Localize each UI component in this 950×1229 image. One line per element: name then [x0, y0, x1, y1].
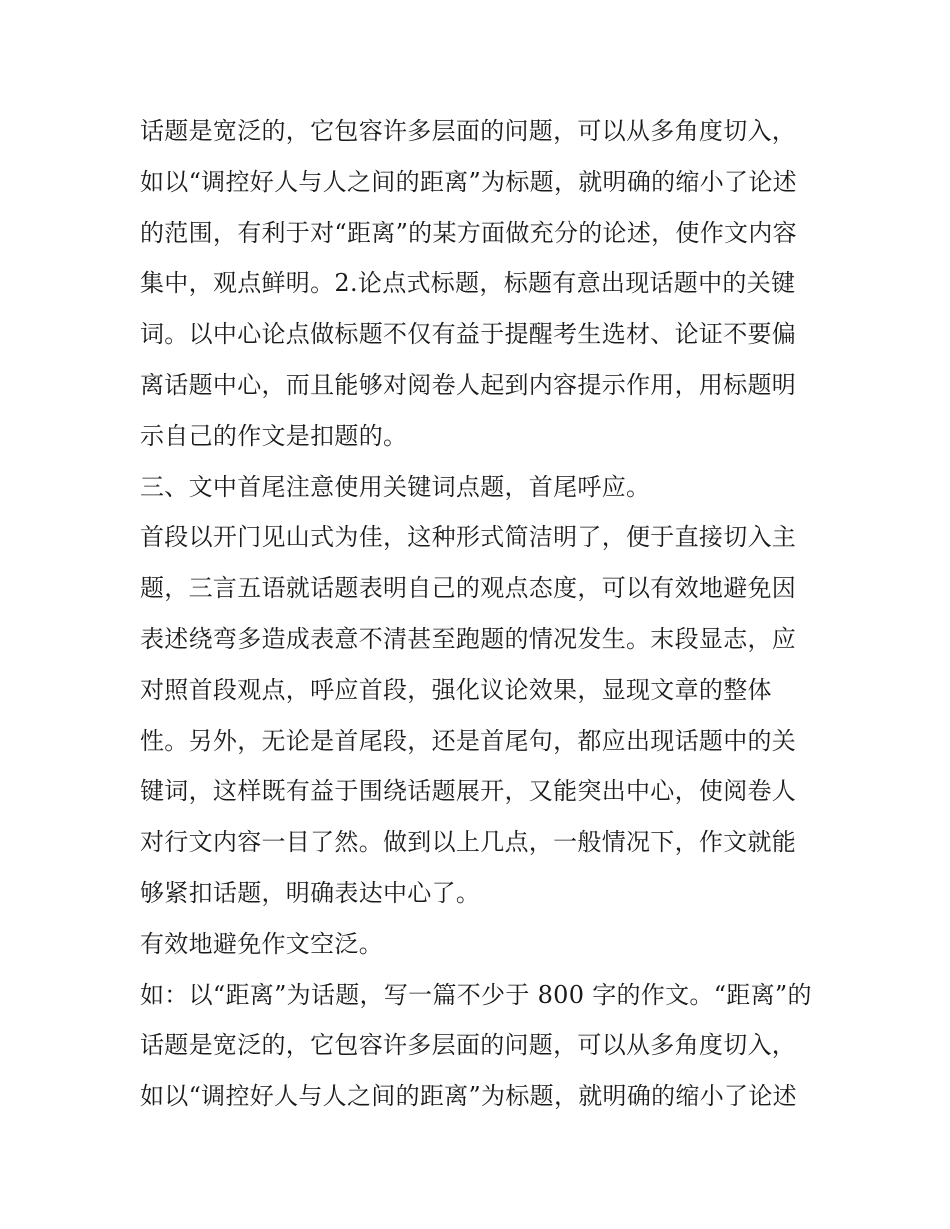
text-line-15: 对行文内容一目了然。做到以上几点，一般情况下，作文就能 — [140, 828, 797, 857]
text-line-7: 示自己的作文是扣题的。 — [140, 421, 408, 450]
text-line-11: 表述绕弯多造成表意不清甚至跑题的情况发生。末段显志，应 — [140, 624, 797, 653]
text-line-5: 词。以中心论点做标题不仅有益于提醒考生选材、论证不要偏 — [140, 320, 797, 349]
section-heading-3: 三、文中首尾注意使用关键词点题，首尾呼应。 — [140, 472, 651, 501]
text-line-17: 有效地避免作文空泛。 — [140, 929, 383, 958]
document-body — [140, 106, 820, 1122]
text-line-20: 如以“调控好人与人之间的距离”为标题，就明确的缩小了论述 — [140, 1082, 797, 1111]
text-line-3: 的范围，有利于对“距离”的某方面做充分的论述，使作文内容 — [140, 218, 797, 247]
text-line-2: 如以“调控好人与人之间的距离”为标题，就明确的缩小了论述 — [140, 167, 797, 196]
text-line-6: 离话题中心，而且能够对阅卷人起到内容提示作用，用标题明 — [140, 370, 797, 399]
text-line-16: 够紧扣话题，明确表达中心了。 — [140, 878, 481, 907]
text-line-13: 性。另外，无论是首尾段，还是首尾句，都应出现话题中的关 — [140, 726, 797, 755]
text-line-9: 首段以开门见山式为佳，这种形式简洁明了，便于直接切入主 — [140, 523, 797, 552]
text-line-19: 话题是宽泛的，它包容许多层面的问题，可以从多角度切入， — [140, 1031, 797, 1060]
text-line-12: 对照首段观点，呼应首段，强化议论效果，显现文章的整体 — [140, 675, 772, 704]
text-line-14: 键词，这样既有益于围绕话题展开，又能突出中心，使阅卷人 — [140, 777, 797, 806]
text-line-4: 集中，观点鲜明。2.论点式标题，标题有意出现话题中的关键 — [140, 269, 796, 298]
text-line-1: 话题是宽泛的，它包容许多层面的问题，可以从多角度切入， — [140, 117, 797, 145]
text-line-18: 如：以“距离”为话题，写一篇不少于 800 字的作文。“距离”的 — [140, 980, 812, 1009]
text-line-10: 题，三言五语就话题表明自己的观点态度，可以有效地避免因 — [140, 574, 797, 603]
